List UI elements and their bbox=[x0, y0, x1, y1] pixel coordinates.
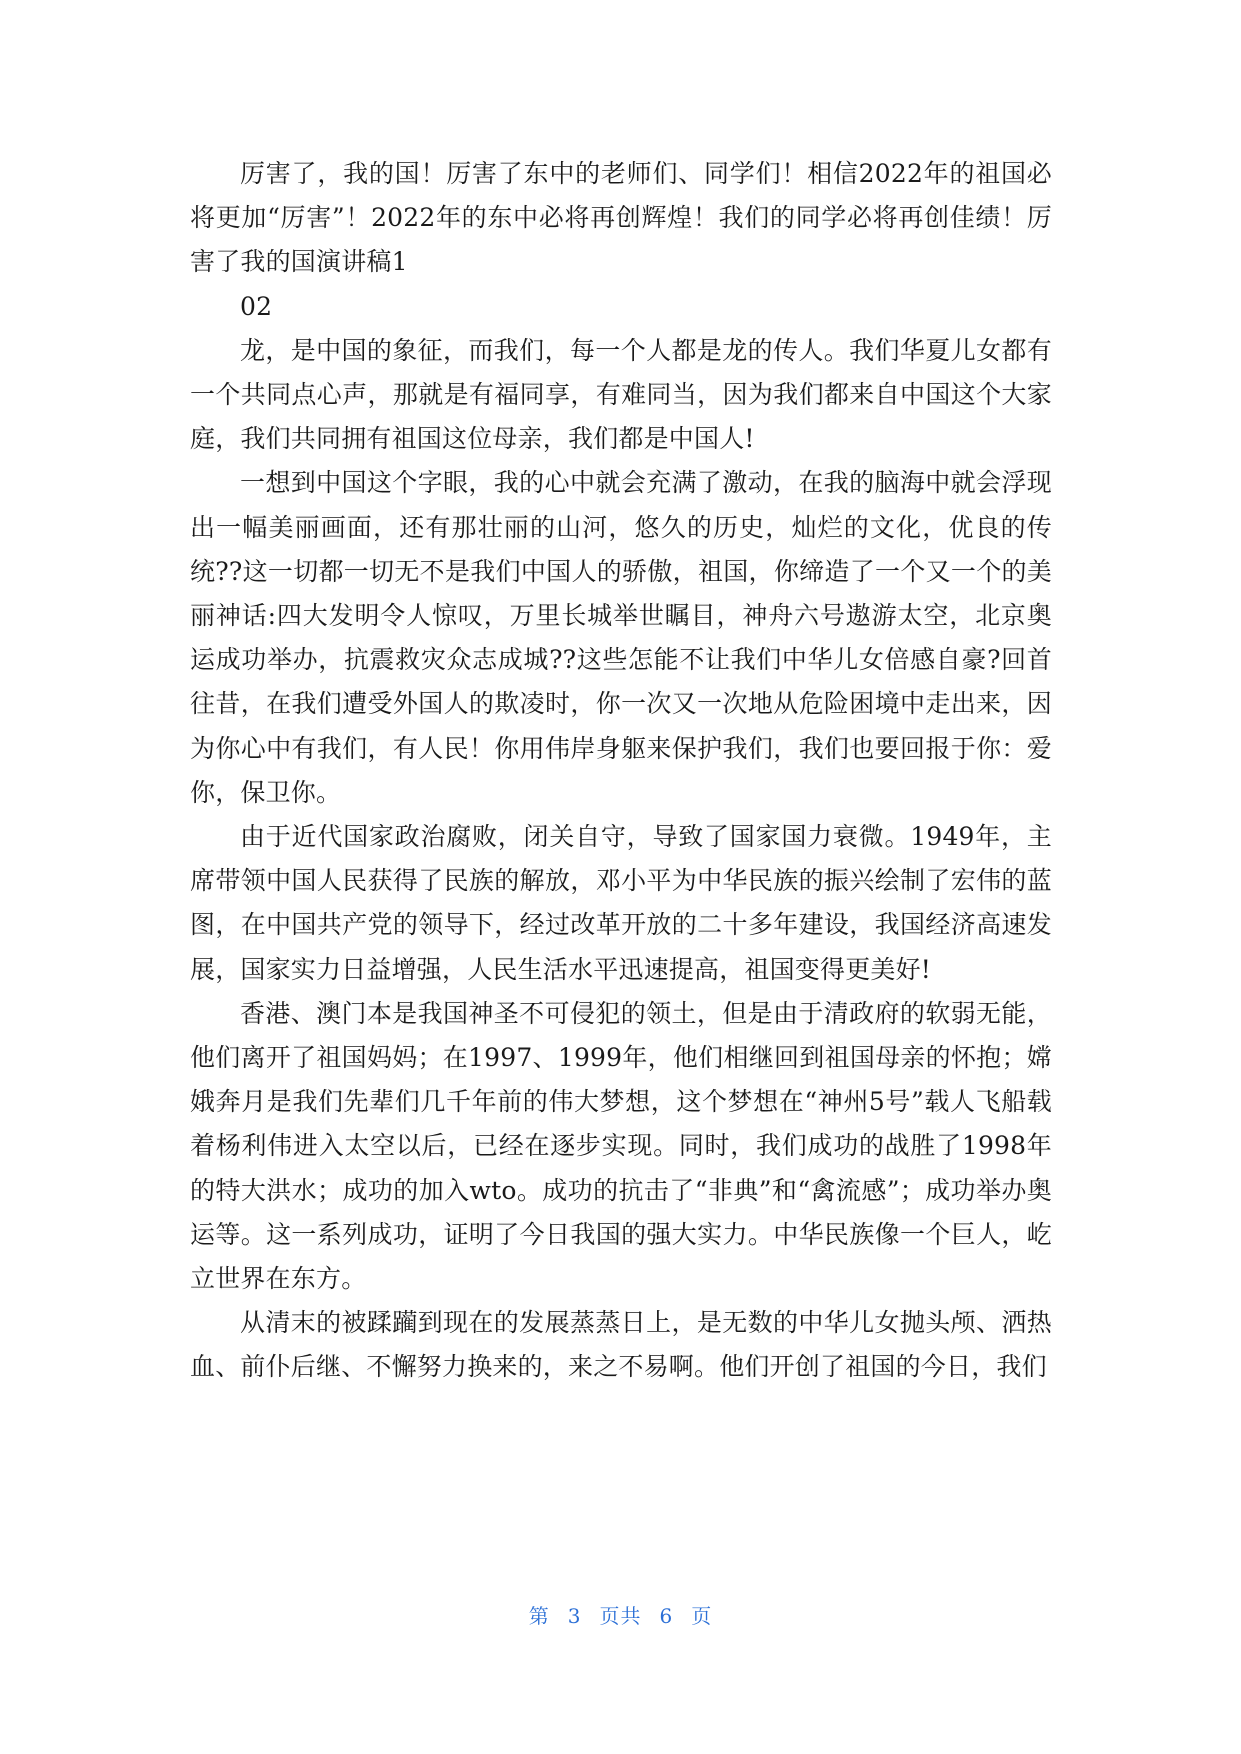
footer-prefix: 第 bbox=[528, 1604, 550, 1628]
section-number: 02 bbox=[240, 291, 273, 321]
paragraph-2: 龙，是中国的象征，而我们，每一个人都是龙的传人。我们华夏儿女都有一个共同点心声，那就是有福同享，有难同当，因为我们都来自中国这个大家庭，我们共同拥有祖国这位母亲，我们都是中国人! bbox=[190, 335, 1052, 454]
paragraph-1: 厉害了，我的国！厉害了东中的老师们、同学们！相信2022年的祖国必将更加“厉害”！2022年的东中必将再创辉煌！我们的同学必将再创佳绩！厉害了我的国演讲稿1 bbox=[190, 159, 1052, 277]
footer-total-pages: 6 bbox=[659, 1604, 674, 1628]
document-body bbox=[190, 152, 1052, 1390]
paragraph-6: 从清末的被蹂躏到现在的发展蒸蒸日上，是无数的中华儿女抛头颅、洒热血、前仆后继、不懈努力换来的，来之不易啊。他们开创了祖国的今日，我们 bbox=[190, 1308, 1052, 1382]
page-footer bbox=[0, 1600, 1241, 1629]
paragraph-5: 香港、澳门本是我国神圣不可侵犯的领土，但是由于清政府的软弱无能，他们离开了祖国妈妈；在1997、1999年，他们相继回到祖国母亲的怀抱；嫦娥奔月是我们先辈们几千年前的伟大梦想，这个梦想在“神州5号”载人飞船载着杨利伟进入太空以后，已经在逐步实现。同时，我们成功的战胜了1998年的特大洪水；成功的加入wto。成功的抗击了“非典”和“禽流感”；成功举办奥运等。这一系列成功，证明了今日我国的强大实力。中华民族像一个巨人，屹立世界在东方。 bbox=[190, 998, 1052, 1294]
paragraph-3: 一想到中国这个字眼，我的心中就会充满了激动，在我的脑海中就会浮现出一幅美丽画面，还有那壮丽的山河，悠久的历史，灿烂的文化，优良的传统??这一切都一切无不是我们中国人的骄傲，祖国，你缔造了一个又一个的美丽神话:四大发明令人惊叹，万里长城举世瞩目，神舟六号遨游太空，北京奥运成功举办，抗震救灾众志成城??这些怎能不让我们中华儿女倍感自豪?回首往昔，在我们遭受外国人的欺凌时，你一次又一次地从危险困境中走出来，因为你心中有我们，有人民！你用伟岸身躯来保护我们，我们也要回报于你：爱你，保卫你。 bbox=[190, 468, 1052, 807]
footer-middle: 页共 bbox=[599, 1604, 642, 1628]
paragraph-4: 由于近代国家政治腐败，闭关自守，导致了国家国力衰微。1949年，主席带领中国人民获得了民族的解放，邓小平为中华民族的振兴绘制了宏伟的蓝图，在中国共产党的领导下，经过改革开放的二十多年建设，我国经济高速发展，国家实力日益增强，人民生活水平迅速提高，祖国变得更美好! bbox=[190, 822, 1052, 984]
footer-suffix: 页 bbox=[691, 1604, 713, 1628]
footer-current-page: 3 bbox=[567, 1604, 582, 1628]
